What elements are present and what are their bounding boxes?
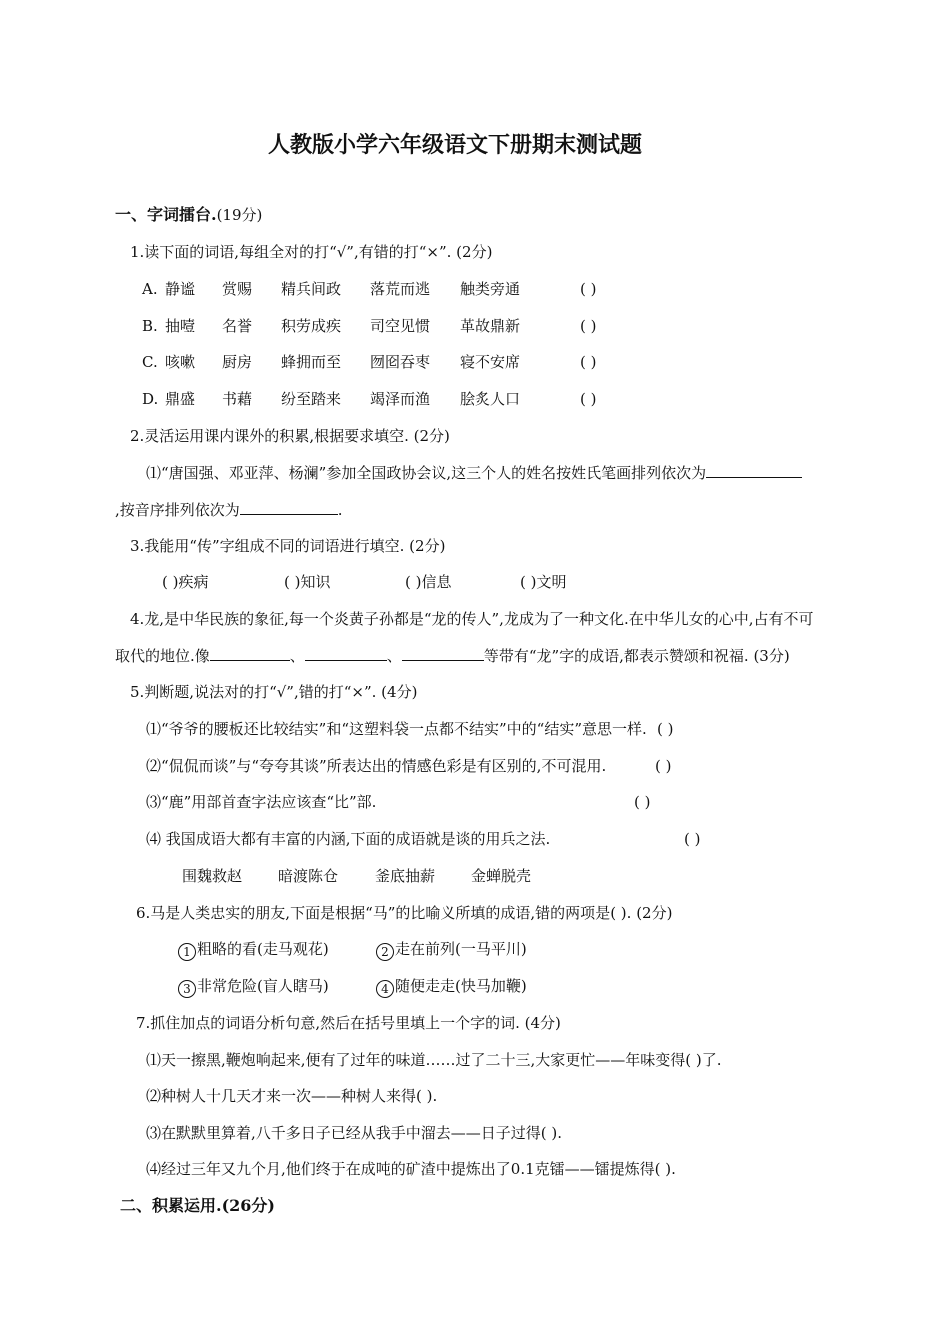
answer-paren[interactable]: ( ) xyxy=(634,793,651,811)
q2-line2-prefix: ,按音序排列依次为 xyxy=(115,501,240,519)
q2-line1 xyxy=(146,463,802,483)
q1-word: 竭泽而渔 xyxy=(370,390,431,408)
q1-word: 革故鼎新 xyxy=(460,317,521,335)
q6-prompt: 6.马是人类忠实的朋友,下面是根据“马”的比喻义所填的成语,错的两项是( ). (2分) xyxy=(136,904,673,922)
q1-word: 司空见惯 xyxy=(370,317,431,335)
q7-item: ⑵种树人十几天才来一次——种树人来得( ). xyxy=(146,1087,438,1105)
q3-prompt: 3.我能用“传”字组成不同的词语进行填空. (2分) xyxy=(130,537,446,555)
q1-word: 落荒而逃 xyxy=(370,280,431,298)
q3-item[interactable]: ( )知识 xyxy=(284,573,331,591)
q1-word: 蜂拥而至 xyxy=(281,353,342,371)
answer-paren[interactable]: ( ) xyxy=(684,830,701,848)
circled-number: 3 xyxy=(178,980,196,998)
q5-item-text: ⑶“鹿”用部首查字法应该查“比”部. xyxy=(146,793,377,811)
q6-option-text: 走在前列(一马平川) xyxy=(395,940,527,958)
section-1-heading: 一、字词擂台. xyxy=(115,205,217,224)
q1-word: 咳嗽 xyxy=(165,353,196,371)
q6-option xyxy=(376,939,527,961)
q6-option xyxy=(178,976,329,998)
answer-blank[interactable] xyxy=(402,646,484,661)
answer-paren[interactable]: ( ) xyxy=(580,390,597,408)
q1-row-letter: D. xyxy=(142,390,159,408)
q7-item: ⑶在默默里算着,八千多日子已经从我手中溜去——日子过得( ). xyxy=(146,1124,563,1142)
section-heading-1 xyxy=(115,205,262,225)
q5-idiom: 暗渡陈仓 xyxy=(278,867,339,885)
q4-line2-prefix: 取代的地位.像 xyxy=(115,647,210,665)
q1-row-letter: B. xyxy=(142,317,158,335)
answer-blank[interactable] xyxy=(240,500,338,515)
q3-item[interactable]: ( )信息 xyxy=(405,573,452,591)
q6-option xyxy=(376,976,527,998)
q1-word: 赏赐 xyxy=(222,280,253,298)
section-2-heading: 二、积累运用. xyxy=(120,1196,222,1215)
q1-prompt: 1.读下面的词语,每组全对的打“√”,有错的打“×”. (2分) xyxy=(130,243,493,261)
answer-paren[interactable]: ( ) xyxy=(580,280,597,298)
answer-paren[interactable]: ( ) xyxy=(580,353,597,371)
q1-word: 抽噎 xyxy=(165,317,196,335)
answer-blank[interactable] xyxy=(706,463,802,478)
q1-word: 囫囵吞枣 xyxy=(370,353,431,371)
q7-prompt: 7.抓住加点的词语分析句意,然后在括号里填上一个字的词. (4分) xyxy=(136,1014,561,1032)
q5-idiom: 围魏救赵 xyxy=(182,867,243,885)
q1-word: 静谧 xyxy=(165,280,196,298)
section-heading-2 xyxy=(120,1196,275,1216)
q1-word: 厨房 xyxy=(222,353,253,371)
q6-option xyxy=(178,939,329,961)
q1-word: 鼎盛 xyxy=(165,390,196,408)
q1-word: 纷至踏来 xyxy=(281,390,342,408)
q1-word: 名誉 xyxy=(222,317,253,335)
answer-paren[interactable]: ( ) xyxy=(657,720,674,738)
answer-paren[interactable]: ( ) xyxy=(655,757,672,775)
page-title: 人教版小学六年级语文下册期末测试题 xyxy=(268,132,643,158)
q7-item: ⑷经过三年又九个月,他们终于在成吨的矿渣中提炼出了0.1克镭——镭提炼得( ). xyxy=(146,1160,676,1178)
section-1-points: (19分) xyxy=(216,206,263,224)
answer-blank[interactable] xyxy=(210,646,290,661)
q2-line1-text: ⑴“唐国强、邓亚萍、杨澜”参加全国政协会议,这三个人的姓名按姓氏笔画排列依次为 xyxy=(146,464,707,482)
q3-item[interactable]: ( )疾病 xyxy=(162,573,209,591)
q6-option-text: 随便走走(快马加鞭) xyxy=(395,977,527,995)
q1-row-letter: C. xyxy=(142,353,158,371)
answer-paren[interactable]: ( ) xyxy=(580,317,597,335)
q5-prompt: 5.判断题,说法对的打“√”,错的打“×”. (4分) xyxy=(130,683,418,701)
q5-idiom: 釜底抽薪 xyxy=(375,867,436,885)
q1-word: 精兵间政 xyxy=(281,280,342,298)
circled-number: 4 xyxy=(376,980,394,998)
q7-item: ⑴天一擦黑,鞭炮响起来,便有了过年的味道……过了二十三,大家更忙——年味变得( )了. xyxy=(146,1051,722,1069)
q5-item-text: ⑵“侃侃而谈”与“夸夸其谈”所表达出的情感色彩是有区别的,不可混用. xyxy=(146,757,607,775)
q2-prompt: 2.灵活运用课内课外的积累,根据要求填空. (2分) xyxy=(130,427,450,445)
separator: 、 xyxy=(386,647,402,665)
q1-word: 寝不安席 xyxy=(460,353,521,371)
section-2-points: (26分) xyxy=(221,1196,275,1215)
q4-line1: 4.龙,是中华民族的象征,每一个炎黄子孙都是“龙的传人”,龙成为了一种文化.在中华儿女的心中,占有不可 xyxy=(130,610,814,628)
q1-word: 书藉 xyxy=(222,390,253,408)
q4-line2 xyxy=(115,646,790,666)
q1-word: 积劳成疾 xyxy=(281,317,342,335)
circled-number: 1 xyxy=(178,943,196,961)
q5-item-text: ⑷ 我国成语大都有丰富的内涵,下面的成语就是谈的用兵之法. xyxy=(146,830,551,848)
q2-line2-suffix: . xyxy=(337,501,343,519)
answer-blank[interactable] xyxy=(305,646,387,661)
circled-number: 2 xyxy=(376,943,394,961)
q4-line2-suffix: 等带有“龙”字的成语,都表示赞颂和祝福. (3分) xyxy=(483,647,790,665)
separator: 、 xyxy=(289,647,305,665)
q6-option-text: 粗略的看(走马观花) xyxy=(197,940,329,958)
q2-line2 xyxy=(115,500,343,520)
q1-row-letter: A. xyxy=(142,280,158,298)
q6-option-text: 非常危险(盲人瞎马) xyxy=(197,977,329,995)
q1-word: 触类旁通 xyxy=(460,280,521,298)
q5-idiom: 金蝉脱壳 xyxy=(471,867,532,885)
q5-item-text: ⑴“爷爷的腰板还比较结实”和“这塑料袋一点都不结实”中的“结实”意思一样. xyxy=(146,720,647,738)
q1-word: 脍炙人口 xyxy=(460,390,521,408)
q3-item[interactable]: ( )文明 xyxy=(520,573,567,591)
